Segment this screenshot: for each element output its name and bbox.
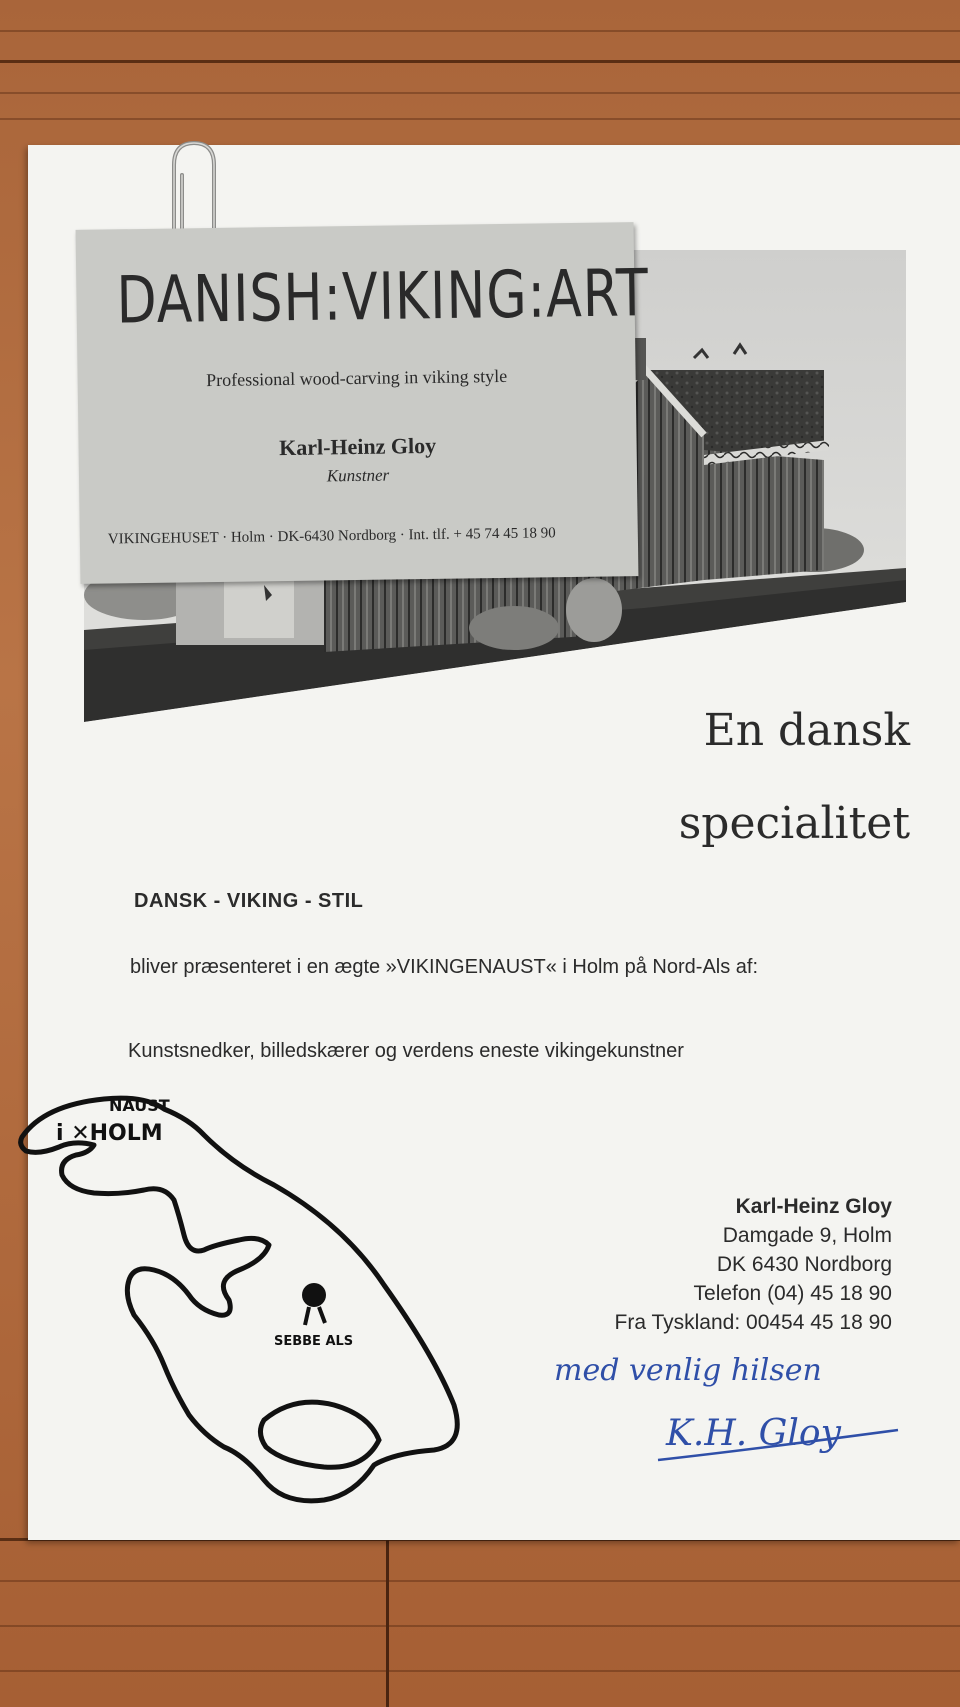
signature-greeting: med venlig hilsen: [554, 1353, 822, 1388]
contact-block: [615, 1192, 892, 1337]
contact-phone-abroad: Fra Tyskland: 00454 45 18 90: [614, 1311, 892, 1334]
island-map: [14, 1075, 464, 1515]
body-text-line1: bliver præsenteret i en ægte »VIKINGENAUST« i Holm på Nord-Als af:: [130, 956, 759, 978]
map-label-naust: NAUST: [109, 1096, 170, 1115]
card-tagline: Professional wood-carving in viking style: [206, 365, 508, 391]
card-name: Karl-Heinz Gloy: [278, 432, 437, 461]
contact-street: Damgade 9, Holm: [722, 1224, 892, 1247]
subheading: DANSK - VIKING - STIL: [134, 890, 364, 912]
card-role: Kunstner: [326, 465, 390, 486]
contact-phone: Telefon (04) 45 18 90: [693, 1282, 892, 1305]
contact-city: DK 6430 Nordborg: [716, 1253, 892, 1276]
business-card: [76, 222, 650, 584]
card-logo-text: DANISH:VIKING:ART: [116, 256, 650, 339]
map-label-holm: i ✕HOLM: [56, 1121, 163, 1146]
map-label-sebbe-als: SEBBE ALS: [274, 1334, 354, 1349]
card-address: VIKINGEHUSET · Holm · DK-6430 Nordborg · Int. tlf. + 45 74 45 18 90: [107, 525, 556, 548]
headline-line2: specialitet: [678, 798, 910, 849]
contact-name: Karl-Heinz Gloy: [735, 1195, 892, 1218]
headline-line1: En dansk: [703, 705, 910, 756]
signature-initials: K.H. Gloy: [666, 1413, 841, 1454]
handwritten-signature: [548, 1350, 908, 1490]
body-text-line2: Kunstsnedker, billedskærer og verdens eneste vikingekunstner: [128, 1040, 684, 1062]
